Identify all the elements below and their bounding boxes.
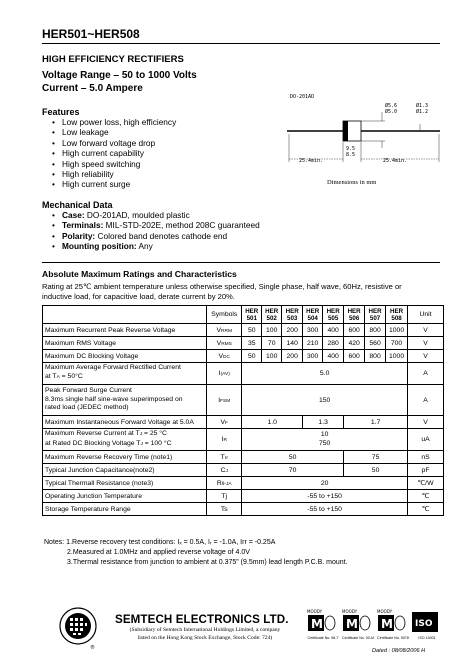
features-heading: Features bbox=[42, 107, 80, 117]
notes-block bbox=[44, 538, 348, 569]
mech-item: • Case: DO-201AD, moulded plastic bbox=[52, 210, 190, 220]
feature-item: • Low power loss, high efficiency bbox=[52, 117, 177, 127]
feature-item: • High reliability bbox=[52, 168, 114, 179]
ratings-note-line-2: inductive load, for capacitive load, derate current by 20%. bbox=[42, 292, 235, 302]
mechanical-list bbox=[42, 210, 260, 252]
company-name: SEMTECH ELECTRONICS LTD. bbox=[115, 613, 289, 626]
param-cell: Maximum RMS Voltage bbox=[43, 337, 207, 350]
header-part: HER 501 bbox=[242, 306, 262, 324]
diagram-caption: Dimensions in mm bbox=[327, 179, 377, 186]
value-cell: 600 bbox=[344, 350, 365, 363]
voltage-range: Voltage Range – 50 to 1000 Volts bbox=[42, 70, 197, 81]
value-cell: 210 bbox=[303, 337, 323, 350]
table-row bbox=[43, 429, 444, 451]
value-cell: 35 bbox=[242, 337, 262, 350]
company-sub-line: listed on the Hong Kong Stock Exchange, Stock Code: 724) bbox=[137, 634, 273, 641]
unit-cell: nS bbox=[408, 451, 444, 464]
table-row bbox=[43, 416, 444, 429]
value-cell: 280 bbox=[323, 337, 344, 350]
unit-cell: ℃ bbox=[408, 490, 444, 503]
param-cell: Maximum Reverse Current at TJ = 25 °C at Rated DC Blocking Voltage TJ = 100 °C bbox=[43, 429, 207, 451]
unit-cell: A bbox=[408, 363, 444, 385]
cert-mark-1: MOODY M Certificate No. 98-7 bbox=[307, 609, 339, 640]
symbol-cell: I(AV) bbox=[207, 363, 242, 385]
cathode-band bbox=[343, 121, 348, 141]
feature-item: • Low leakage bbox=[52, 127, 109, 138]
table-row bbox=[43, 477, 444, 490]
symbol-cell: VDC bbox=[207, 350, 242, 363]
value-cell: 400 bbox=[323, 350, 344, 363]
value-cell: 1.0 bbox=[242, 416, 303, 429]
param-cell: Maximum DC Blocking Voltage bbox=[43, 350, 207, 363]
table-row bbox=[43, 451, 444, 464]
header-part: HER 508 bbox=[386, 306, 408, 324]
table-row bbox=[43, 503, 444, 516]
package-label: DO-201AD bbox=[290, 94, 315, 100]
current-rating: Current – 5.0 Ampere bbox=[42, 83, 143, 94]
dim-body-dia-1: Ø5.6 bbox=[385, 103, 398, 109]
dim-lead-dia-2: Ø1.2 bbox=[416, 109, 429, 115]
symbol-cell: VF bbox=[207, 416, 242, 429]
mechanical-heading: Mechanical Data bbox=[42, 200, 113, 210]
value-cell: 140 bbox=[282, 337, 303, 350]
symbol-cell: Ts bbox=[207, 503, 242, 516]
mech-item: • Polarity: Colored band denotes cathode end bbox=[52, 230, 228, 241]
value-cell: 100 bbox=[262, 324, 282, 337]
value-cell: -55 to +150 bbox=[242, 490, 408, 503]
dim-body-len-2: 8.5 bbox=[346, 152, 356, 158]
note-line: Notes: 1.Reverse recovery test conditions: Iₓ = 0.5A, Iᵣ = -1.0A, Irr = -0.25A bbox=[44, 539, 276, 546]
value-cell: 75 bbox=[344, 451, 408, 464]
cert-mark-3: MOODY M Certificate No. 5078 bbox=[377, 609, 409, 640]
dim-body-len-1: 9.5 bbox=[346, 146, 356, 152]
param-cell: Typical Junction Capacitance(note2) bbox=[43, 464, 207, 477]
value-cell: 200 bbox=[282, 350, 303, 363]
value-cell: 400 bbox=[323, 324, 344, 337]
ratings-table bbox=[42, 305, 444, 516]
param-cell: Operating Junction Temperature bbox=[43, 490, 207, 503]
value-cell: 800 bbox=[365, 350, 386, 363]
value-cell: 5.0 bbox=[242, 363, 408, 385]
unit-cell: ℃ bbox=[408, 503, 444, 516]
value-cell: 20 bbox=[242, 477, 408, 490]
table-row bbox=[43, 350, 444, 363]
value-cell: 1000 bbox=[386, 350, 408, 363]
param-cell: Storage Temperature Range bbox=[43, 503, 207, 516]
company-subtitle bbox=[116, 627, 294, 642]
ratings-note-line-1: Rating at 25℃ ambient temperature unless otherwise specified, Single phase, half wave, 60Hz, resistive or bbox=[42, 282, 402, 291]
param-cell: Maximum Reverse Recovery Time (note1) bbox=[43, 451, 207, 464]
table-row bbox=[43, 385, 444, 416]
company-sub-line: (Subsidiary of Semtech International Holdings Limited, a company bbox=[129, 627, 281, 633]
svg-text:MOODY: MOODY bbox=[307, 609, 323, 614]
svg-text:MOODY: MOODY bbox=[342, 609, 358, 614]
feature-item: • Low forward voltage drop bbox=[52, 137, 156, 148]
svg-text:M: M bbox=[311, 617, 323, 631]
svg-text:MOODY: MOODY bbox=[377, 609, 393, 614]
header-part: HER 502 bbox=[262, 306, 282, 324]
value-cell: 600 bbox=[344, 324, 365, 337]
section-rule bbox=[42, 262, 440, 263]
header-symbols: Symbols bbox=[207, 306, 242, 324]
param-cell: Maximum Recurrent Peak Reverse Voltage bbox=[43, 324, 207, 337]
value-cell: 300 bbox=[303, 350, 323, 363]
features-list bbox=[42, 117, 176, 190]
value-cell: 10 750 bbox=[242, 429, 408, 451]
value-cell: 1.3 bbox=[303, 416, 344, 429]
feature-item: • High current capability bbox=[52, 148, 145, 159]
header-blank bbox=[43, 306, 207, 324]
symbol-cell: Tj bbox=[207, 490, 242, 503]
symbol-cell: IR bbox=[207, 429, 242, 451]
value-cell: 150 bbox=[242, 385, 408, 416]
symbol-cell: VRRM bbox=[207, 324, 242, 337]
svg-text:ISO: ISO bbox=[415, 619, 433, 629]
unit-cell: V bbox=[408, 416, 444, 429]
unit-cell: V bbox=[408, 337, 444, 350]
cert-mark-4: ISO ISO 14001 bbox=[410, 608, 440, 644]
value-cell: 200 bbox=[282, 324, 303, 337]
feature-item: • High speed switching bbox=[52, 158, 141, 169]
header-part: HER 505 bbox=[323, 306, 344, 324]
param-cell: Maximum Instantaneous Forward Voltage at 5.0A bbox=[43, 416, 207, 429]
mech-item: • Terminals: MIL-STD-202E, method 208C guaranteed bbox=[52, 220, 260, 231]
ratings-title: Absolute Maximum Ratings and Characteristics bbox=[42, 269, 237, 279]
dim-lead-len-right: 25.4min. bbox=[383, 158, 408, 164]
mech-item: • Mounting position: Any bbox=[52, 241, 153, 252]
table-row bbox=[43, 324, 444, 337]
symbol-cell: VRMS bbox=[207, 337, 242, 350]
unit-cell: V bbox=[408, 324, 444, 337]
table-header-row bbox=[43, 306, 444, 324]
unit-cell: ℃/W bbox=[408, 477, 444, 490]
table-row bbox=[43, 337, 444, 350]
value-cell: 50 bbox=[344, 464, 408, 477]
header-part: HER 506 bbox=[344, 306, 365, 324]
symbol-cell: IFSM bbox=[207, 385, 242, 416]
ratings-note bbox=[42, 282, 442, 302]
unit-cell: V bbox=[408, 350, 444, 363]
value-cell: 50 bbox=[242, 451, 344, 464]
value-cell: 70 bbox=[262, 337, 282, 350]
dim-lead-len-left: 25.4min. bbox=[299, 158, 324, 164]
feature-item: • High current surge bbox=[52, 179, 131, 190]
value-cell: 1.7 bbox=[344, 416, 408, 429]
page-title: HER501~HER508 bbox=[42, 27, 140, 41]
svg-text:®: ® bbox=[90, 645, 95, 651]
dim-lead-dia-1: Ø1.3 bbox=[416, 103, 429, 109]
note-line: 2.Measured at 1.0MHz and applied reverse voltage of 4.0V bbox=[67, 549, 250, 557]
cert-mark-2: MOODY M Certificate No. 00-M bbox=[342, 609, 374, 640]
dated-text: Dated : 08/08/2006 H bbox=[372, 648, 426, 654]
value-cell: 50 bbox=[242, 350, 262, 363]
value-cell: 100 bbox=[262, 350, 282, 363]
value-cell: 700 bbox=[386, 337, 408, 350]
table-row bbox=[43, 363, 444, 385]
header-part: HER 503 bbox=[282, 306, 303, 324]
company-logo bbox=[55, 605, 101, 651]
note-line: 3.Thermal resistance from junction to ambient at 0.375" (9.5mm) lead length P.C.B. mount. bbox=[67, 559, 348, 567]
table-row bbox=[43, 490, 444, 503]
value-cell: 300 bbox=[303, 324, 323, 337]
param-cell: Maximum Average Forward Rectified Current at TA = 50°C bbox=[43, 363, 207, 385]
value-cell: 1000 bbox=[386, 324, 408, 337]
value-cell: 800 bbox=[365, 324, 386, 337]
svg-text:M: M bbox=[346, 617, 358, 631]
value-cell: 560 bbox=[365, 337, 386, 350]
symbol-cell: CJ bbox=[207, 464, 242, 477]
header-part: HER 504 bbox=[303, 306, 323, 324]
unit-cell: A bbox=[408, 385, 444, 416]
param-cell: Typical Thermall Resistance (note3) bbox=[43, 477, 207, 490]
param-cell: Peak Forward Surge Current 8.3ms single half sine-wave superimposed on rated load (JEDEC method) bbox=[43, 385, 207, 416]
header-part: HER 507 bbox=[365, 306, 386, 324]
header-unit: Unit bbox=[408, 306, 444, 324]
unit-cell: uA bbox=[408, 429, 444, 451]
title-rule bbox=[42, 43, 440, 44]
symbol-cell: Trr bbox=[207, 451, 242, 464]
value-cell: 70 bbox=[242, 464, 344, 477]
unit-cell: pF bbox=[408, 464, 444, 477]
svg-text:M: M bbox=[381, 617, 393, 631]
certification-marks bbox=[306, 608, 442, 644]
dim-body-dia-2: Ø5.0 bbox=[385, 109, 398, 115]
value-cell: -55 to +150 bbox=[242, 503, 408, 516]
table-row bbox=[43, 464, 444, 477]
package-diagram bbox=[285, 98, 445, 178]
value-cell: 50 bbox=[242, 324, 262, 337]
symbol-cell: Rθ-JA bbox=[207, 477, 242, 490]
value-cell: 420 bbox=[344, 337, 365, 350]
page-subtitle: HIGH EFFICIENCY RECTIFIERS bbox=[42, 54, 184, 65]
